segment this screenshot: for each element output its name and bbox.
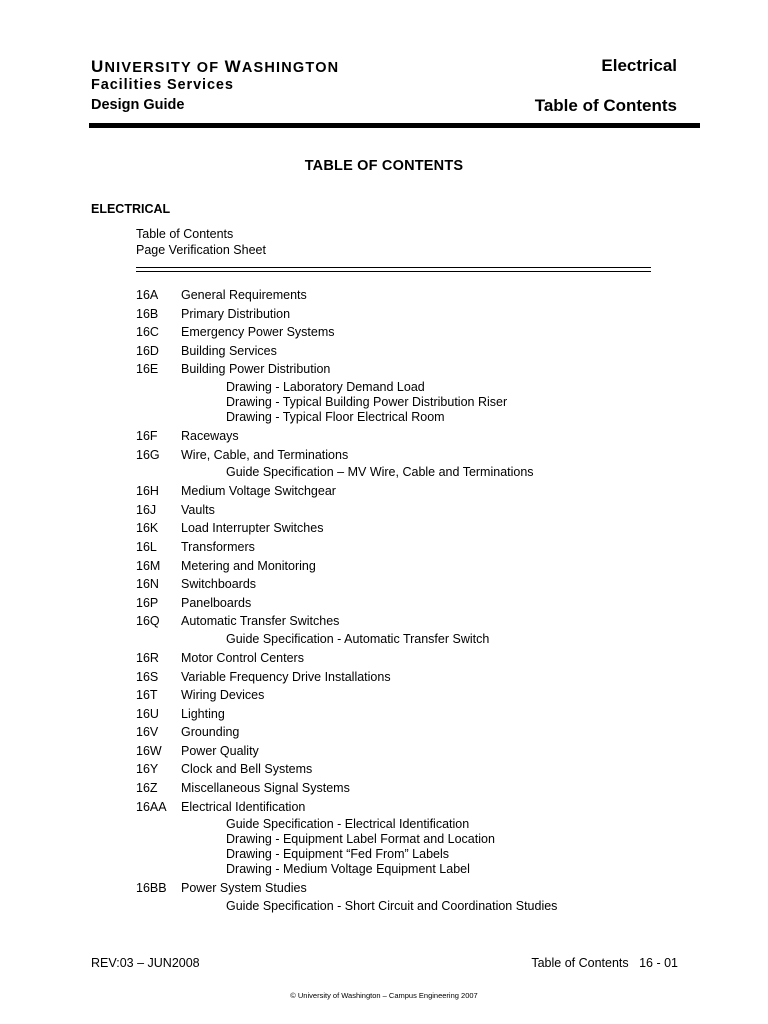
org-text-2: ASHINGTON [241,60,340,76]
toc-subentry: Guide Specification - Short Circuit and Coordination Studies [226,898,558,913]
toc-subentry: Drawing - Equipment “Fed From” Labels [226,847,449,862]
toc-entry-title: Power Quality [181,743,259,758]
toc-entry-title: Wire, Cable, and Terminations [181,447,349,462]
toc-entry [136,723,696,742]
toc-entry [136,649,696,668]
toc-entry-title: General Requirements [181,288,307,302]
toc-subentry-group [136,631,696,649]
toc-entry-title: Power System Studies [181,881,307,896]
front-matter-item: Page Verification Sheet [136,243,266,257]
toc-entry-code: 16E [136,362,159,377]
org-initial-u: U [91,57,105,76]
toc-entry [136,705,696,724]
toc-subentry-group [136,816,696,879]
toc-subentry-group [136,379,696,427]
toc-entry [136,879,696,898]
toc-entry-code: 16A [136,288,159,302]
footer-page-label: Table of Contents [531,956,629,970]
toc-entry [136,342,696,361]
toc-subentry: Drawing - Typical Building Power Distribution Riser [226,394,508,409]
toc-entry [136,482,696,501]
toc-entry [136,760,696,779]
toc-entry-code: 16V [136,725,159,740]
toc-entry-code: 16N [136,577,159,592]
toc-entry-code: 16K [136,521,159,536]
toc-entry-title: Metering and Monitoring [181,558,316,573]
toc-entry-code: 16W [136,743,162,758]
toc-entry-code: 16Z [136,781,158,796]
toc-entry-code: 16T [136,688,158,703]
toc-entry-code: 16P [136,595,159,610]
front-matter-item: Table of Contents [136,227,234,241]
toc-entry [136,668,696,687]
toc-entry [136,323,696,342]
toc-entry [136,779,696,798]
toc-entry [136,519,696,538]
toc-entry-code: 16D [136,343,159,358]
toc-subentry: Guide Specification - Automatic Transfer Switch [226,631,490,646]
toc-entry [136,798,696,817]
toc-entry-title: Automatic Transfer Switches [181,614,340,629]
toc-entry [136,538,696,557]
footer-page [531,956,678,970]
footer-page-number: 16 - 01 [639,956,678,970]
toc-entry-code: 16S [136,669,159,684]
toc-entry-title: Medium Voltage Switchgear [181,484,336,499]
toc-entry-code: 16F [136,428,158,443]
toc-entry-title: Clock and Bell Systems [181,762,313,777]
toc-list [136,286,696,916]
toc-entry-code: 16BB [136,881,167,896]
toc-entry [136,686,696,705]
toc-subentry: Guide Specification - Electrical Identification [226,817,470,832]
toc-subentry: Drawing - Equipment Label Format and Location [226,832,495,847]
header-department: Facilities Services [91,77,234,93]
toc-entry-title: Miscellaneous Signal Systems [181,781,350,796]
header-discipline: Electrical [601,56,677,75]
toc-entry [136,305,696,324]
toc-entry [136,501,696,520]
toc-entry-code: 16H [136,484,159,499]
toc-entry-title: Building Services [181,343,277,358]
toc-entry-code: 16G [136,447,160,462]
front-matter-list [136,226,266,258]
toc-subentry-group [136,464,696,482]
header-section: Table of Contents [534,96,677,115]
toc-entry [136,427,696,446]
page-title: TABLE OF CONTENTS [304,158,464,174]
toc-entry [136,594,696,613]
toc-entry [136,575,696,594]
copyright-notice: © University of Washington – Campus Engineering 2007 [290,991,478,1000]
toc-entry-title: Primary Distribution [181,306,291,321]
toc-subentry: Drawing - Laboratory Demand Load [226,379,425,394]
toc-entry-code: 16AA [136,799,167,814]
toc-entry-code: 16M [136,558,161,573]
header-document: Design Guide [91,97,185,113]
toc-entry [136,446,696,465]
toc-entry-title: Lighting [181,706,225,721]
toc-entry-title: Load Interrupter Switches [181,521,324,536]
toc-entry [136,742,696,761]
toc-entry-title: Motor Control Centers [181,650,304,665]
toc-entry-title: Vaults [181,502,215,517]
toc-entry-code: 16Y [136,762,159,777]
footer-revision: REV:03 – JUN2008 [91,956,200,970]
double-rule-divider [136,267,651,272]
toc-entry-code: 16J [136,502,157,517]
toc-entry-title: Transformers [181,539,255,554]
toc-entry-code: 16R [136,650,159,665]
toc-subentry: Drawing - Medium Voltage Equipment Label [226,862,470,877]
toc-entry [136,612,696,631]
toc-entry-code: 16U [136,706,159,721]
org-text-1: NIVERSITY OF [104,60,225,76]
toc-entry-title: Panelboards [181,595,252,610]
toc-entry-title: Emergency Power Systems [181,325,335,340]
toc-entry-title: Wiring Devices [181,688,265,703]
section-label: ELECTRICAL [91,202,171,216]
toc-subentry: Guide Specification – MV Wire, Cable and Terminations [226,465,534,480]
org-initial-w: W [224,57,242,76]
toc-entry-title: Building Power Distribution [181,362,331,377]
toc-entry-title: Variable Frequency Drive Installations [181,669,391,684]
toc-entry-title: Electrical Identification [181,799,306,814]
header-organization [91,57,339,77]
toc-entry-code: 16L [136,539,157,554]
toc-entry-title: Grounding [181,725,240,740]
toc-entry [136,360,696,379]
toc-entry-code: 16C [136,325,159,340]
toc-entry-title: Raceways [181,428,239,443]
toc-entry [136,557,696,576]
header-rule [89,123,700,128]
toc-entry-code: 16B [136,306,159,321]
toc-entry-title: Switchboards [181,577,257,592]
toc-entry [136,286,696,305]
toc-subentry: Drawing - Typical Floor Electrical Room [226,409,445,424]
toc-subentry-group [136,898,696,916]
toc-entry-code: 16Q [136,614,160,629]
